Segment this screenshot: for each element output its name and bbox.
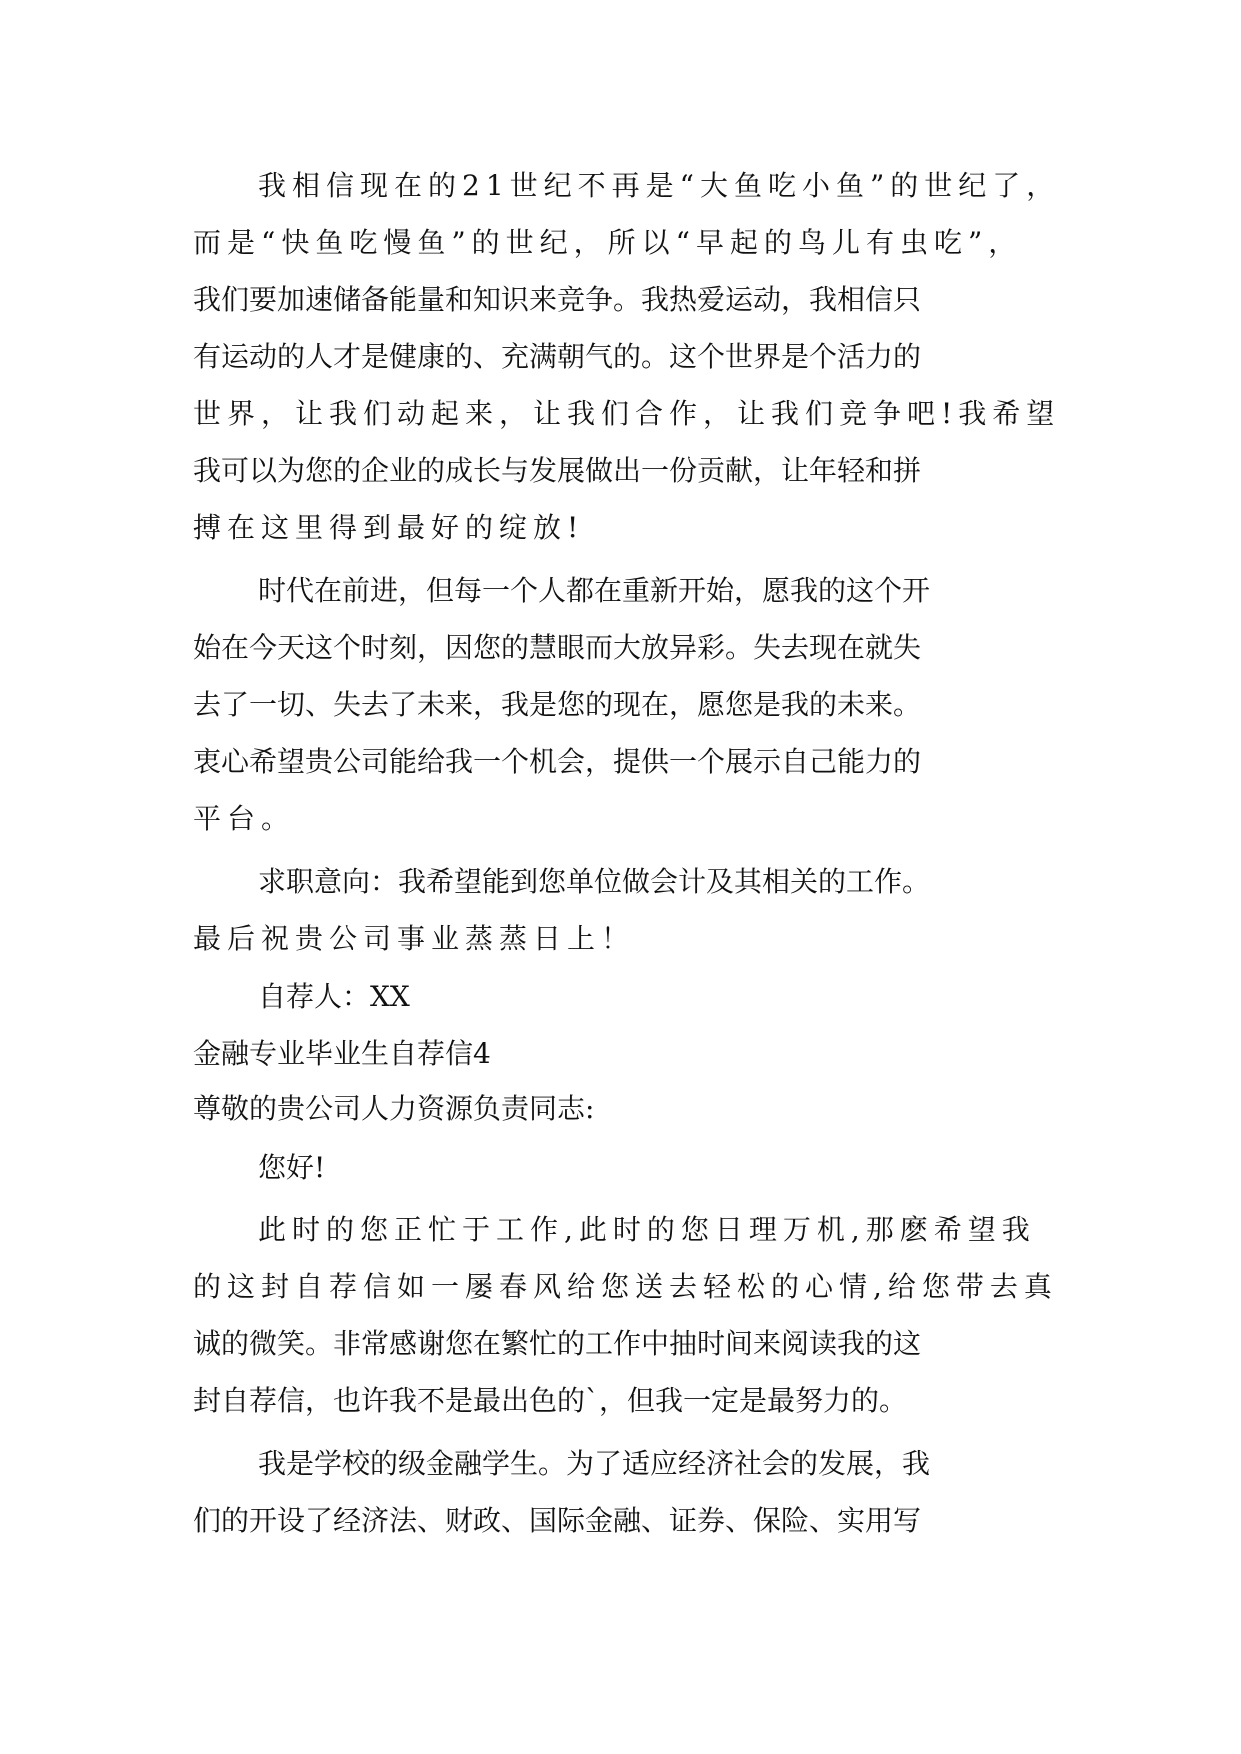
paragraph-line: 去了一切、失去了未来，我是您的现在，愿您是我的未来。 xyxy=(193,688,922,721)
paragraph-line: 求职意向：我希望能到您单位做会计及其相关的工作。 xyxy=(258,865,931,898)
paragraph-line: 的这封自荐信如一屡春风给您送去轻松的心情,给您带去真 xyxy=(193,1270,1058,1303)
paragraph-line: 衷心希望贵公司能给我一个机会，提供一个展示自己能力的 xyxy=(193,745,922,778)
paragraph-line: 搏在这里得到最好的绽放! xyxy=(193,511,585,544)
paragraph-line: 最后祝贵公司事业蒸蒸日上！ xyxy=(193,922,636,955)
paragraph-line: 我可以为您的企业的成长与发展做出一份贡献，让年轻和拼 xyxy=(193,454,922,487)
paragraph-line: 平台。 xyxy=(193,802,296,835)
paragraph-line: 们的开设了经济法、财政、国际金融、证券、保险、实用写 xyxy=(193,1504,922,1537)
paragraph-line: 诚的微笑。非常感谢您在繁忙的工作中抽时间来阅读我的这 xyxy=(193,1327,922,1360)
paragraph-line: 而是“快鱼吃慢鱼”的世纪，所以“早起的鸟儿有虫吃”， xyxy=(193,226,1023,259)
paragraph-line: 有运动的人才是健康的、充满朝气的。这个世界是个活力的 xyxy=(193,340,922,373)
paragraph-line: 时代在前进，但每一个人都在重新开始，愿我的这个开 xyxy=(258,574,931,607)
section-title: 金融专业毕业生自荐信4 xyxy=(193,1037,491,1070)
paragraph-line: 始在今天这个时刻，因您的慧眼而大放异彩。失去现在就失 xyxy=(193,631,922,664)
paragraph-line: 封自荐信，也许我不是最出色的`，但我一定是最努力的。 xyxy=(193,1384,908,1417)
salutation: 尊敬的贵公司人力资源负责同志: xyxy=(193,1092,595,1125)
signature-line: 自荐人：XX xyxy=(258,980,410,1013)
greeting: 您好! xyxy=(258,1151,326,1184)
paragraph-line: 我们要加速储备能量和知识来竞争。我热爱运动，我相信只 xyxy=(193,283,922,316)
paragraph-line: 我相信现在的21世纪不再是“大鱼吃小鱼”的世纪了， xyxy=(258,169,1061,202)
paragraph-line: 我是学校的级金融学生。为了适应经济社会的发展，我 xyxy=(258,1447,931,1480)
paragraph-line: 此时的您正忙于工作,此时的您日理万机,那麽希望我 xyxy=(258,1213,1036,1246)
paragraph-line: 世界，让我们动起来，让我们合作，让我们竞争吧!我希望 xyxy=(193,397,1061,430)
